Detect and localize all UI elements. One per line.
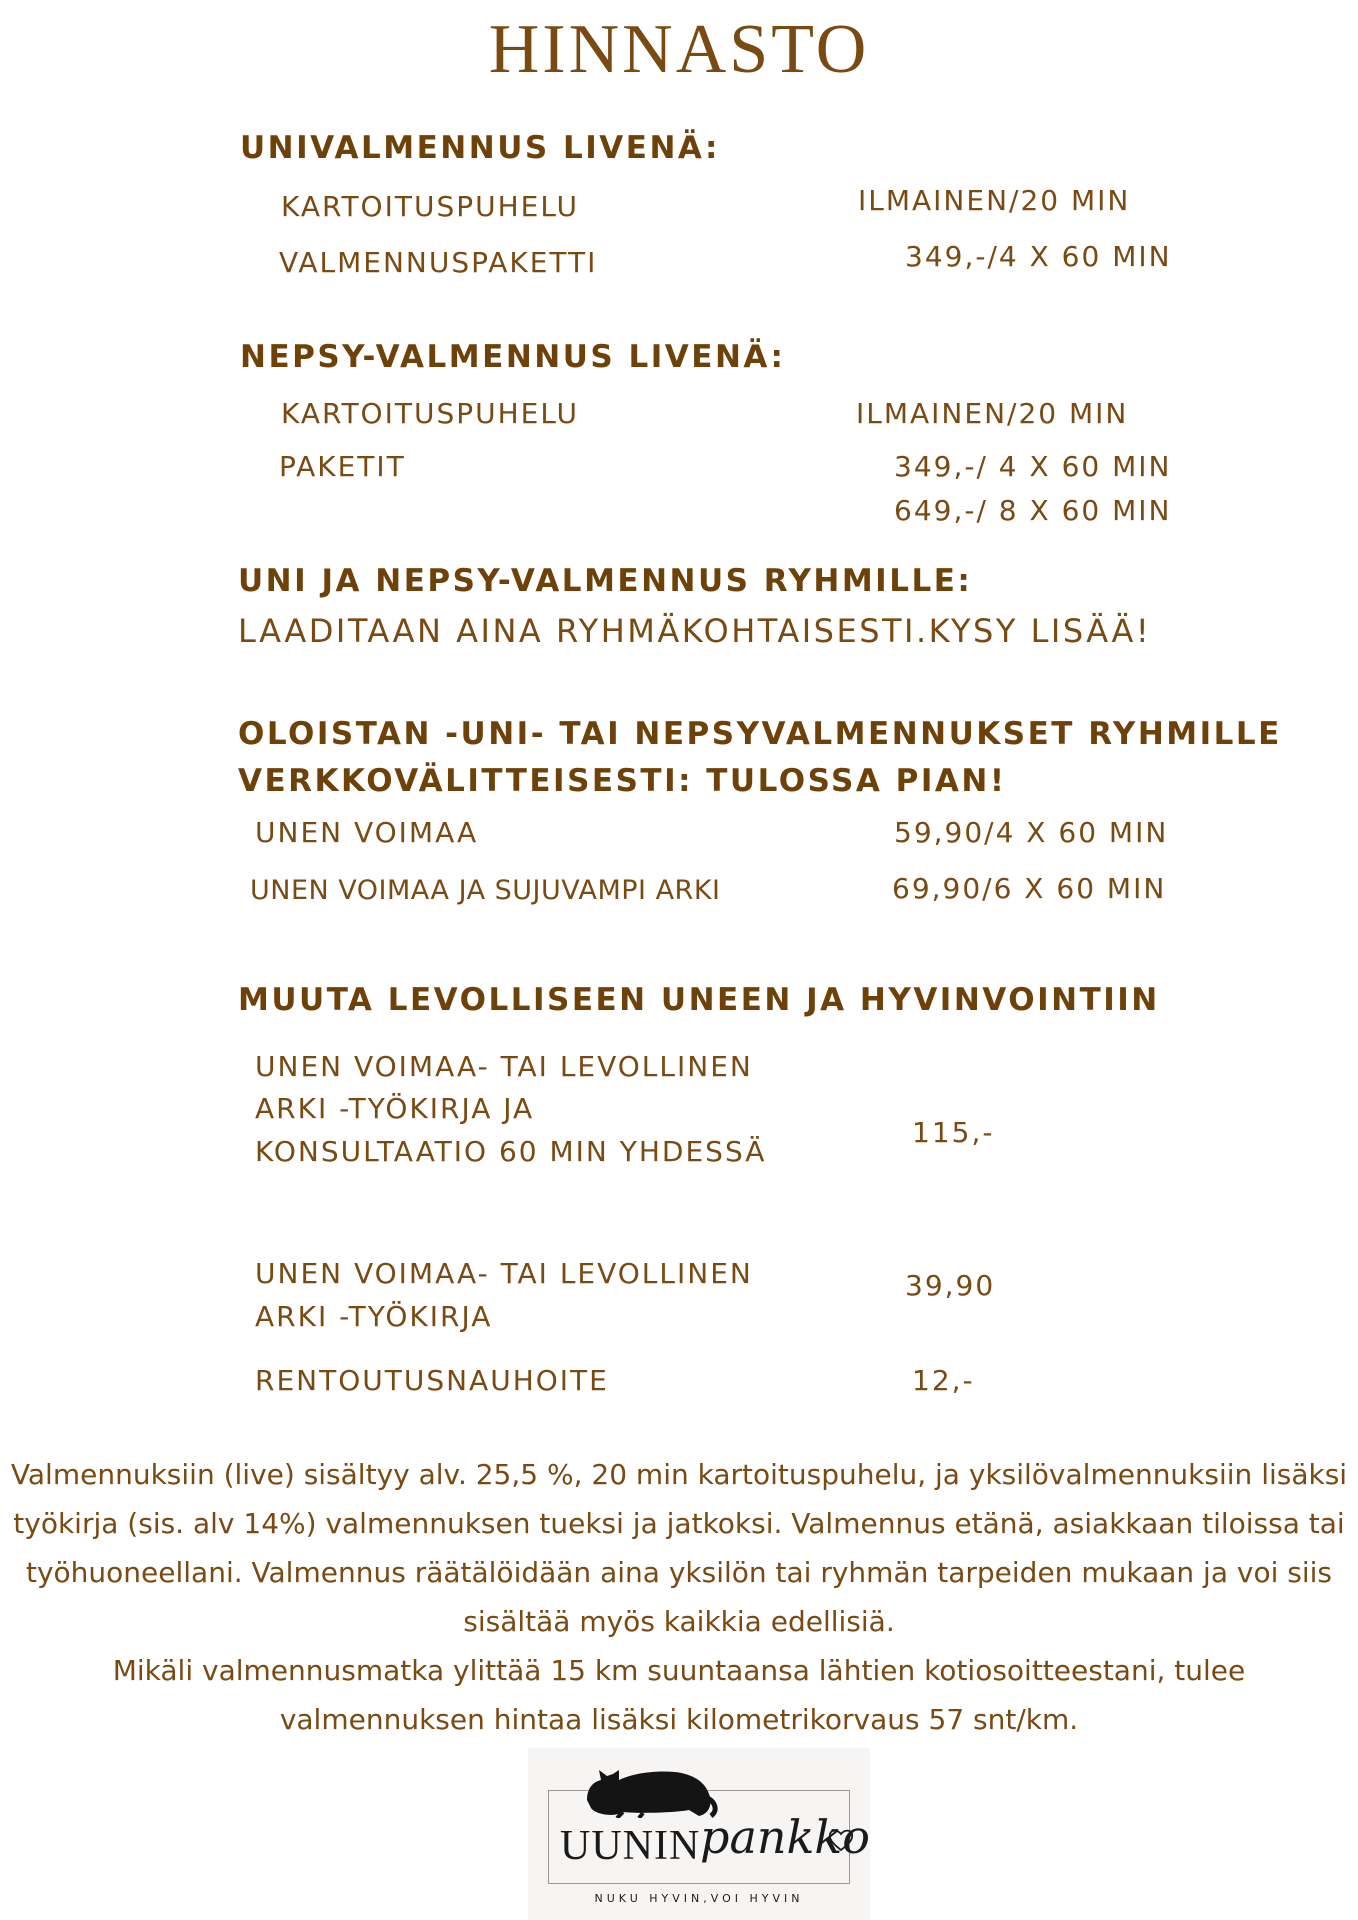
section-heading-ryhmille: UNI JA NEPSY-VALMENNUS RYHMILLE: xyxy=(238,563,973,599)
row-label: UNEN VOIMAA xyxy=(255,816,479,849)
item-line: UNEN VOIMAA- TAI LEVOLLINEN xyxy=(255,1257,753,1290)
item-line: KONSULTAATIO 60 MIN YHDESSÄ xyxy=(255,1135,767,1168)
section-heading-verkko-line1: OLOISTAN -UNI- TAI NEPSYVALMENNUKSET RYHMILLE xyxy=(238,716,1282,752)
brand-logo xyxy=(528,1748,870,1920)
logo-wordmark: UUNIN xyxy=(560,1823,701,1869)
heart-icon xyxy=(828,1828,854,1852)
row-price: 349,-/ 4 X 60 MIN xyxy=(894,450,1172,483)
row-price: 349,-/4 X 60 MIN xyxy=(905,240,1172,273)
footer-paragraph: Mikäli valmennusmatka ylittää 15 km suuntaansa lähtien kotiosoitteestani, tulee valmennuksen hintaa lisäksi kilometrikorvaus 57 snt/km. xyxy=(112,1654,1246,1736)
item-label: RENTOUTUSNAUHOITE xyxy=(255,1364,609,1397)
section-heading-muuta: MUUTA LEVOLLISEEN UNEEN JA HYVINVOINTIIN xyxy=(238,982,1160,1018)
cat-icon xyxy=(583,1752,723,1818)
row-price: ILMAINEN/20 MIN xyxy=(856,397,1129,430)
section-text-ryhmille: LAADITAAN AINA RYHMÄKOHTAISESTI.KYSY LISÄÄ! xyxy=(238,612,1152,650)
item-line: ARKI -TYÖKIRJA JA xyxy=(255,1092,535,1125)
footer-notes xyxy=(0,1450,1358,1744)
section-heading-nepsy: NEPSY-VALMENNUS LIVENÄ: xyxy=(240,339,786,375)
row-label: PAKETIT xyxy=(279,450,406,483)
page-title: HINNASTO xyxy=(488,11,870,88)
row-label: VALMENNUSPAKETTI xyxy=(279,246,598,279)
section-heading-verkko-line2: VERKKOVÄLITTEISESTI: TULOSSA PIAN! xyxy=(238,763,1007,799)
item-price: 12,- xyxy=(912,1364,975,1397)
row-price: 59,90/4 X 60 MIN xyxy=(894,816,1169,849)
row-label: KARTOITUSPUHELU xyxy=(281,397,580,430)
item-line: UNEN VOIMAA- TAI LEVOLLINEN xyxy=(255,1050,753,1083)
logo-script: pankko xyxy=(700,1810,870,1864)
item-price: 115,- xyxy=(912,1116,995,1149)
logo-tagline: NUKU HYVIN,VOI HYVIN xyxy=(594,1892,804,1905)
row-price: ILMAINEN/20 MIN xyxy=(858,184,1131,217)
row-price: 69,90/6 X 60 MIN xyxy=(892,872,1167,905)
row-label: KARTOITUSPUHELU xyxy=(281,190,580,223)
footer-paragraph: Valmennuksiin (live) sisältyy alv. 25,5 %, 20 min kartoituspuhelu, ja yksilövalmennuksiin lisäksi työkirja (sis. alv 14%) valmennuksen tueksi ja jatkoksi. Valmennus etänä, asiakkaan tiloissa tai työhuoneellani. Valmennus räätälöidään aina yksilön tai ryhmän tarpeiden mukaan ja voi siis sisältää myös kaikkia edellisiä. xyxy=(10,1458,1348,1638)
row-price-extra: 649,-/ 8 X 60 MIN xyxy=(894,494,1172,527)
item-price: 39,90 xyxy=(905,1269,996,1302)
row-label: UNEN VOIMAA JA SUJUVAMPI ARKI xyxy=(250,875,721,906)
item-line: ARKI -TYÖKIRJA xyxy=(255,1300,493,1333)
section-heading-univalmennus: UNIVALMENNUS LIVENÄ: xyxy=(240,130,720,166)
